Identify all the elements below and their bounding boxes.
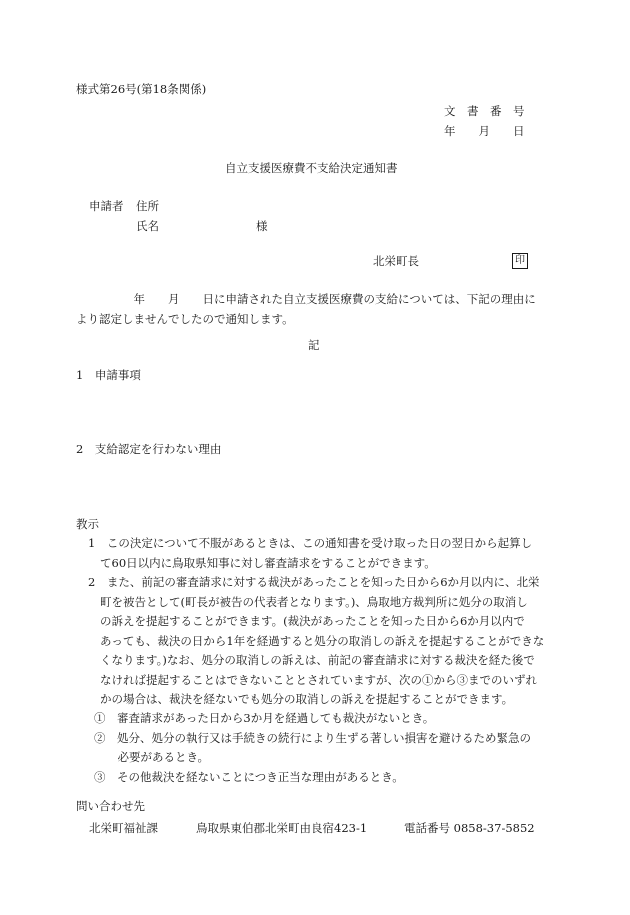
kyoji-sub-item-3: ③ その他裁決を経ないことにつき正当な理由があるとき。 bbox=[94, 769, 404, 784]
section-1-request-items: 1 申請事項 bbox=[76, 368, 141, 382]
notice-body-line: 年 月 日に申請された自立支援医療費の支給については、下記の理由に bbox=[76, 292, 536, 306]
kyoji-item-2-line: くなります。)なお、処分の取消しの訴えは、前記の審査請求に対する裁決を経た後で bbox=[100, 653, 535, 667]
contact-department: 北栄町福祉課 bbox=[89, 821, 158, 835]
document-number-label: 文 書 番 号 bbox=[444, 104, 525, 118]
seal-stamp: 印 bbox=[512, 253, 528, 269]
contact-title: 問い合わせ先 bbox=[76, 799, 145, 813]
document-title: 自立支援医療費不支給決定通知書 bbox=[225, 161, 398, 175]
date-label: 年 月 日 bbox=[444, 124, 525, 138]
kyoji-item-2-line: の訴えを提起することができます。(裁決があったことを知った日から6か月以内で bbox=[100, 614, 525, 628]
kyoji-item-1-line: 1 この決定について不服があるときは、この通知書を受け取った日の翌日から起算し bbox=[88, 536, 533, 550]
kyoji-item-2 bbox=[76, 573, 553, 710]
honorific-sama: 様 bbox=[256, 219, 268, 233]
kyoji-sub-items bbox=[76, 709, 553, 787]
ki-heading: 記 bbox=[308, 338, 320, 352]
kyoji-item-1-line: て60日以内に鳥取県知事に対し審査請求をすることができます。 bbox=[100, 555, 436, 570]
address-label: 住所 bbox=[136, 199, 159, 213]
kyoji-sub-item-1: ① 審査請求があった日から3か月を経過しても裁決がないとき。 bbox=[94, 711, 435, 725]
contact-phone: 電話番号 0858-37-5852 bbox=[404, 821, 535, 835]
kyoji-sub-item-2: ② 処分、処分の執行又は手続きの続行により生ずる著しい損害を避けるため緊急の bbox=[94, 730, 531, 745]
notice-body-line: より認定しませんでしたので通知します。 bbox=[76, 311, 294, 326]
kyoji-sub-item-2-cont: 必要があるとき。 bbox=[106, 750, 210, 764]
kyoji-item-2-line: あっても、裁決の日から1年を経過すると処分の取消しの訴えを提起することができな bbox=[100, 633, 545, 648]
issuer-name: 北栄町長 bbox=[373, 254, 419, 268]
kyoji-item-1 bbox=[76, 534, 553, 573]
contact-address: 鳥取県東伯郡北栄町由良宿423-1 bbox=[196, 821, 368, 835]
kyoji-item-2-line: 町を被告として(町長が被告の代表者となります。)、鳥取地方裁判所に処分の取消し bbox=[100, 594, 528, 609]
kyoji-item-2-line: なければ提起することはできないこととされていますが、次の①から③までのいずれ bbox=[100, 672, 537, 687]
kyoji-item-2-line: 2 また、前記の審査請求に対する裁決があったことを知った日から6か月以内に、北栄 bbox=[88, 575, 540, 589]
kyoji-title: 教示 bbox=[76, 517, 99, 531]
form-number: 様式第26号(第18条関係) bbox=[76, 82, 207, 96]
kyoji-item-2-line: かの場合は、裁決を経ないでも処分の取消しの訴えを提起することができます。 bbox=[100, 692, 514, 706]
applicant-label: 申請者 bbox=[89, 199, 124, 213]
notice-body bbox=[76, 290, 553, 329]
name-label: 氏名 bbox=[136, 219, 159, 233]
section-2-reason: 2 支給認定を行わない理由 bbox=[76, 442, 222, 456]
